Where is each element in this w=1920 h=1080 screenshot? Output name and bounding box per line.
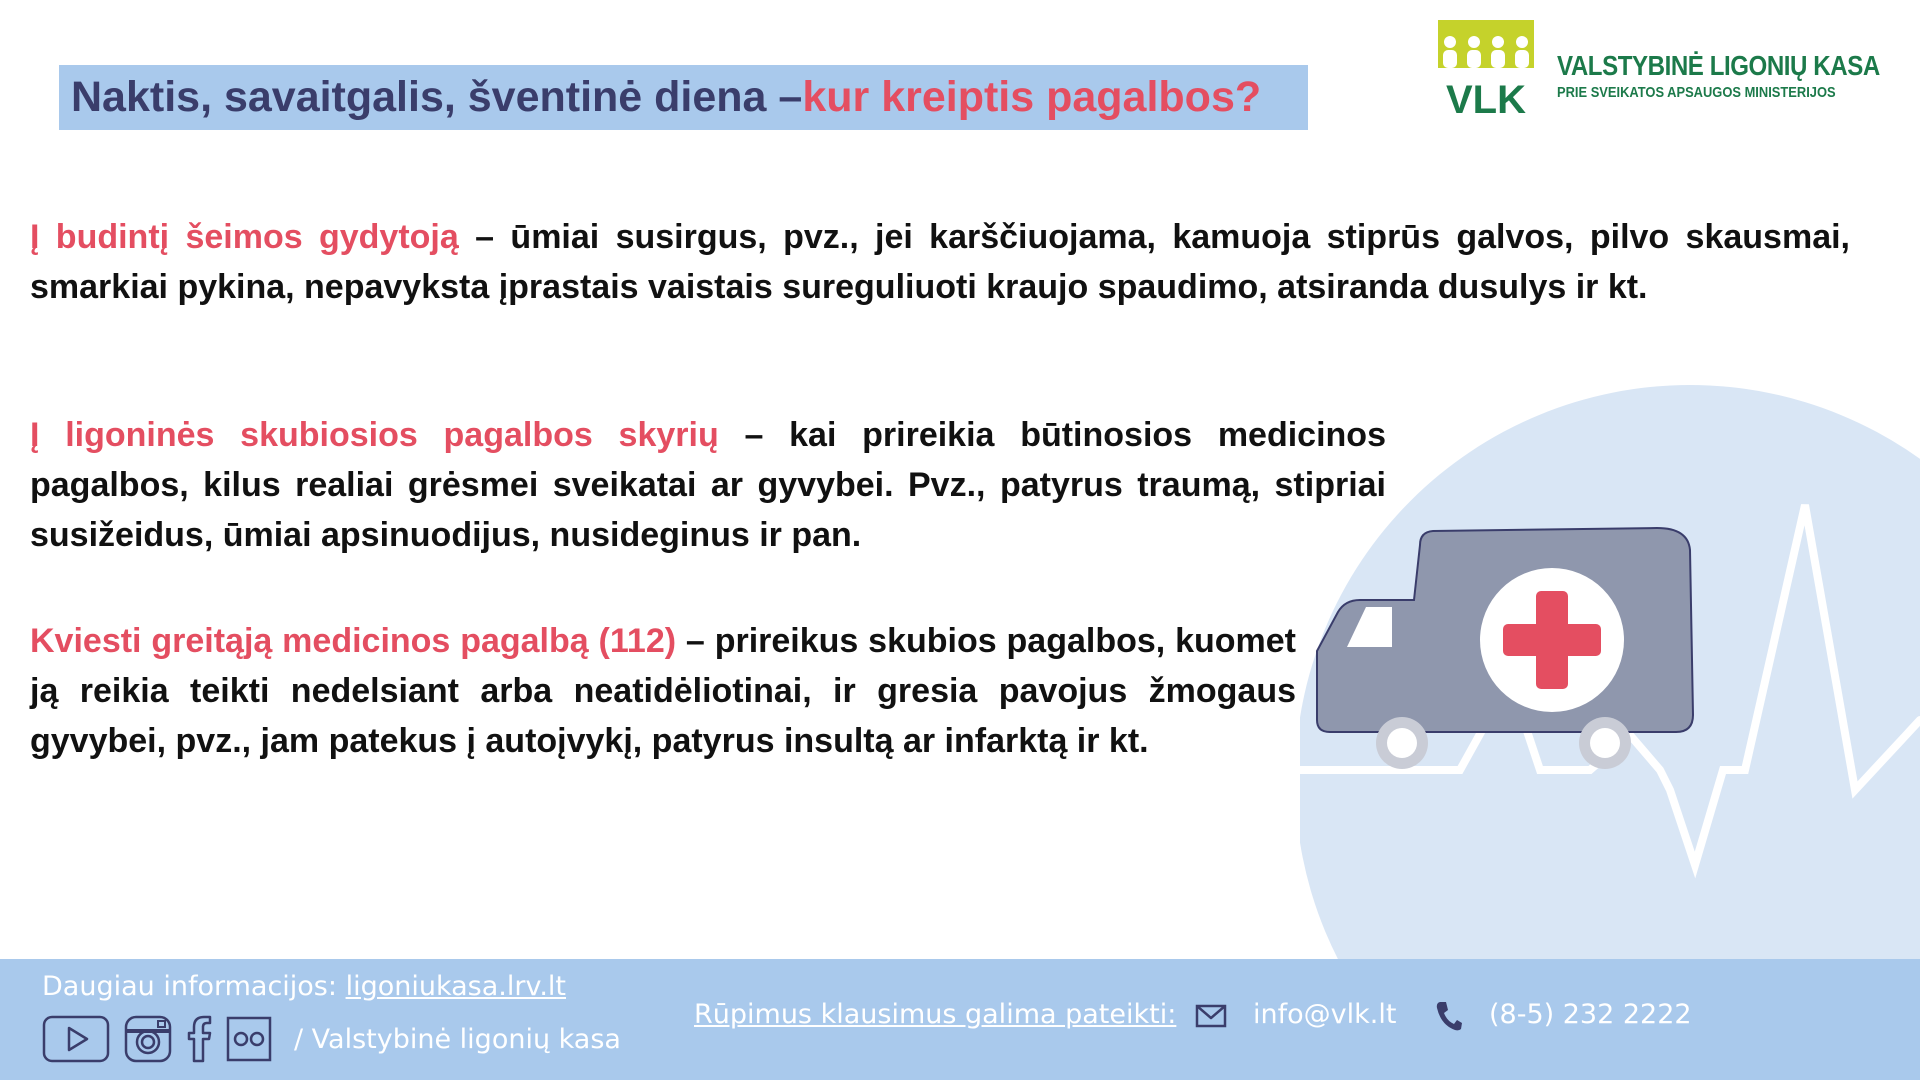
section-text: – ūmiai susirgus, pvz., jei karščiuojama, kamuoja stiprūs galvos, pilvo skausmai, smarkiai pykina, nepavyksta įprastais vaistais sureguliuoti kraujo spaudimo, atsiranda dusulys ir kt. xyxy=(30,218,1850,306)
section-heading: Kviesti greitąją medicinos pagalbą (112) xyxy=(30,622,677,660)
section-heading: Į ligoninės skubiosios pagalbos skyrių xyxy=(30,416,719,454)
more-info xyxy=(42,971,566,1002)
ambulance-illustration xyxy=(1300,385,1920,960)
email-icon xyxy=(1195,1004,1227,1028)
page-title-main: Naktis, savaitgalis, šventinė diena – xyxy=(71,73,803,121)
section-family-doctor xyxy=(30,212,1850,312)
contact-label[interactable]: Rūpimus klausimus galima pateikti: xyxy=(694,999,1177,1030)
flickr-icon[interactable] xyxy=(226,1016,272,1062)
social-label: / Valstybinė ligonių kasa xyxy=(294,1023,621,1055)
youtube-icon[interactable] xyxy=(42,1015,110,1063)
logo-subtitle: PRIE SVEIKATOS APSAUGOS MINISTERIJOS xyxy=(1557,84,1836,101)
section-text: – kai prireikia būtinosios medicinos pagalbos, kilus realiai grėsmei sveikatai ar gyvybei. Pvz., patyrus traumą, stipriai susižeidus, ūmiai apsinuodijus, nusideginus ir pan. xyxy=(30,416,1386,554)
phone-icon xyxy=(1435,1000,1463,1032)
social-links xyxy=(42,1015,621,1063)
more-info-label: Daugiau informacijos: xyxy=(42,971,346,1002)
logo-name: VALSTYBINĖ LIGONIŲ KASA xyxy=(1557,50,1880,81)
vlk-logo xyxy=(1438,20,1898,120)
instagram-icon[interactable] xyxy=(124,1015,172,1063)
page-title xyxy=(59,65,1308,130)
section-heading: Į budintį šeimos gydytoją xyxy=(30,218,459,256)
email-link[interactable]: info@vlk.lt xyxy=(1253,999,1397,1030)
section-text: – prireikus skubios pagalbos, kuomet ją reikia teikti nedelsiant arba neatidėliotinai, ir gresia pavojus žmogaus gyvybei, pvz., jam patekus į autoįvykį, patyrus insultą ar infarktą ir kt. xyxy=(30,622,1296,760)
section-ambulance-call xyxy=(30,616,1296,766)
website-link[interactable]: ligoniukasa.lrv.lt xyxy=(345,971,567,1002)
phone-number[interactable]: (8-5) 232 2222 xyxy=(1489,999,1692,1030)
facebook-icon[interactable] xyxy=(186,1015,212,1063)
logo-letters: VLK xyxy=(1446,78,1526,116)
section-emergency-department xyxy=(30,410,1386,560)
footer xyxy=(0,959,1920,1080)
page-title-accent: kur kreiptis pagalbos? xyxy=(802,73,1262,121)
vlk-logo-icon xyxy=(1438,20,1534,116)
